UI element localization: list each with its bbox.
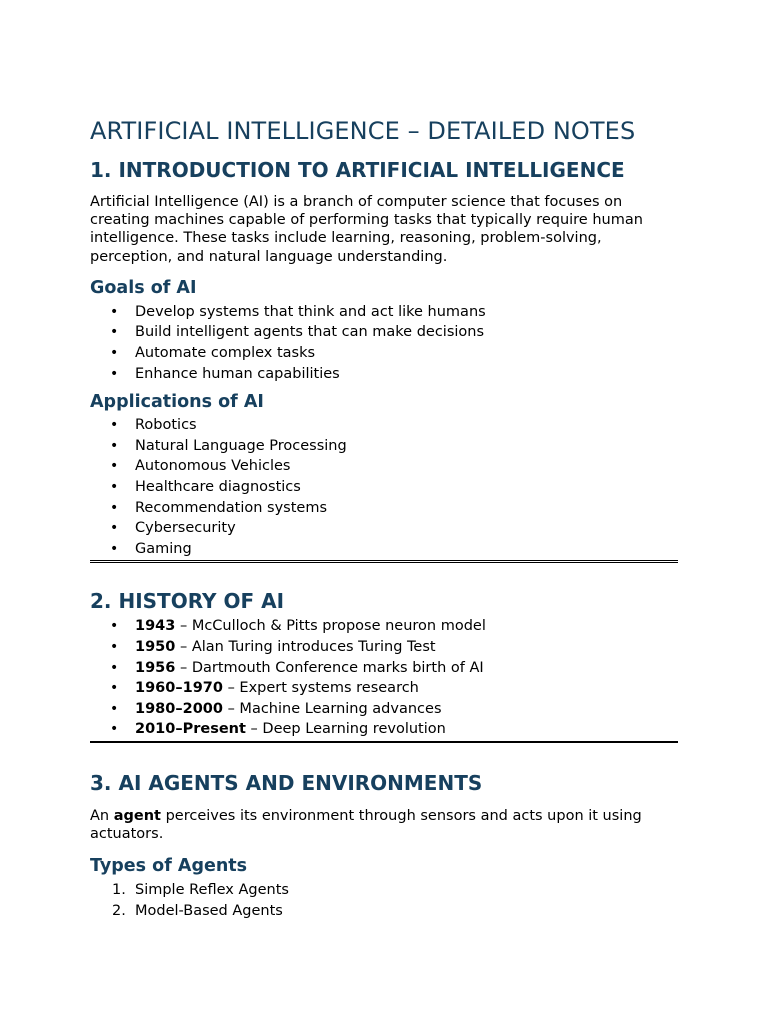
bullet-icon: •	[110, 540, 119, 557]
intro-paragraph: Artificial Intelligence (AI) is a branch of computer science that focuses on creating machines capable of performing tasks that typically require human intelligence. These tasks include learning, reasoning, problem-solving, perception, and natural language understanding.	[90, 194, 643, 265]
subheading-applications: Applications of AI	[90, 392, 264, 413]
history-year: 1950	[135, 638, 176, 655]
list-item: • 1956 – Dartmouth Conference marks birth of AI	[90, 658, 680, 679]
history-year: 1956	[135, 659, 176, 676]
history-year: 2010–Present	[135, 721, 246, 738]
agent-types-list	[90, 880, 680, 921]
list-item: • Cybersecurity	[90, 518, 680, 539]
document-page	[90, 116, 680, 922]
section-divider	[90, 741, 678, 743]
list-item: • 2010–Present – Deep Learning revolution	[90, 719, 680, 740]
bullet-icon: •	[110, 721, 119, 738]
bullet-icon: •	[110, 365, 119, 382]
list-item: • 1943 – McCulloch & Pitts propose neuron model	[90, 616, 680, 637]
bullet-icon: •	[110, 618, 119, 635]
bullet-icon: •	[110, 437, 119, 454]
bullet-icon: •	[110, 303, 119, 320]
list-item: 1. Simple Reflex Agents	[90, 880, 680, 901]
list-item: • Build intelligent agents that can make decisions	[90, 322, 680, 343]
list-item: • 1980–2000 – Machine Learning advances	[90, 699, 680, 720]
bullet-icon: •	[110, 680, 119, 697]
history-year: 1980–2000	[135, 700, 223, 717]
list-item: • Robotics	[90, 415, 680, 436]
list-item: • Autonomous Vehicles	[90, 456, 680, 477]
list-item: • 1950 – Alan Turing introduces Turing Test	[90, 637, 680, 658]
list-item: 2. Model-Based Agents	[90, 901, 680, 922]
list-number: 1.	[112, 882, 126, 899]
bullet-icon: •	[110, 324, 119, 341]
section-heading-introduction: 1. INTRODUCTION TO ARTIFICIAL INTELLIGENCE	[90, 158, 625, 182]
bullet-icon: •	[110, 345, 119, 361]
subheading-goals: Goals of AI	[90, 277, 197, 298]
section-heading-history: 2. HISTORY OF AI	[90, 589, 285, 614]
list-item: • Recommendation systems	[90, 498, 680, 519]
agents-intro-paragraph: An agent perceives its environment through sensors and acts upon it using actuators.	[90, 807, 642, 843]
applications-list	[90, 415, 680, 559]
list-item: • Natural Language Processing	[90, 436, 680, 457]
history-year: 1960–1970	[135, 680, 223, 697]
list-item: • Enhance human capabilities	[90, 364, 680, 385]
agent-term: agent	[113, 807, 161, 824]
bullet-icon: •	[110, 478, 119, 495]
section-divider	[90, 560, 678, 563]
history-year: 1943	[135, 618, 176, 635]
list-item: • Automate complex tasks	[90, 343, 680, 364]
list-item: • Healthcare diagnostics	[90, 477, 680, 498]
bullet-icon: •	[110, 700, 119, 717]
section-heading-agents: 3. AI AGENTS AND ENVIRONMENTS	[90, 770, 483, 795]
bullet-icon: •	[110, 417, 119, 434]
page-title: ARTIFICIAL INTELLIGENCE – DETAILED NOTES	[90, 117, 636, 145]
list-item: • Develop systems that think and act like humans	[90, 302, 680, 323]
bullet-icon: •	[110, 458, 119, 475]
history-list	[90, 616, 680, 740]
bullet-icon: •	[110, 520, 119, 537]
bullet-icon: •	[110, 499, 119, 516]
bullet-icon: •	[110, 659, 119, 676]
goals-list	[90, 302, 680, 384]
bullet-icon: •	[110, 638, 119, 655]
list-item: • Gaming	[90, 539, 680, 560]
subheading-types-of-agents: Types of Agents	[90, 856, 248, 877]
list-number: 2.	[112, 902, 126, 919]
list-item: • 1960–1970 – Expert systems research	[90, 678, 680, 699]
